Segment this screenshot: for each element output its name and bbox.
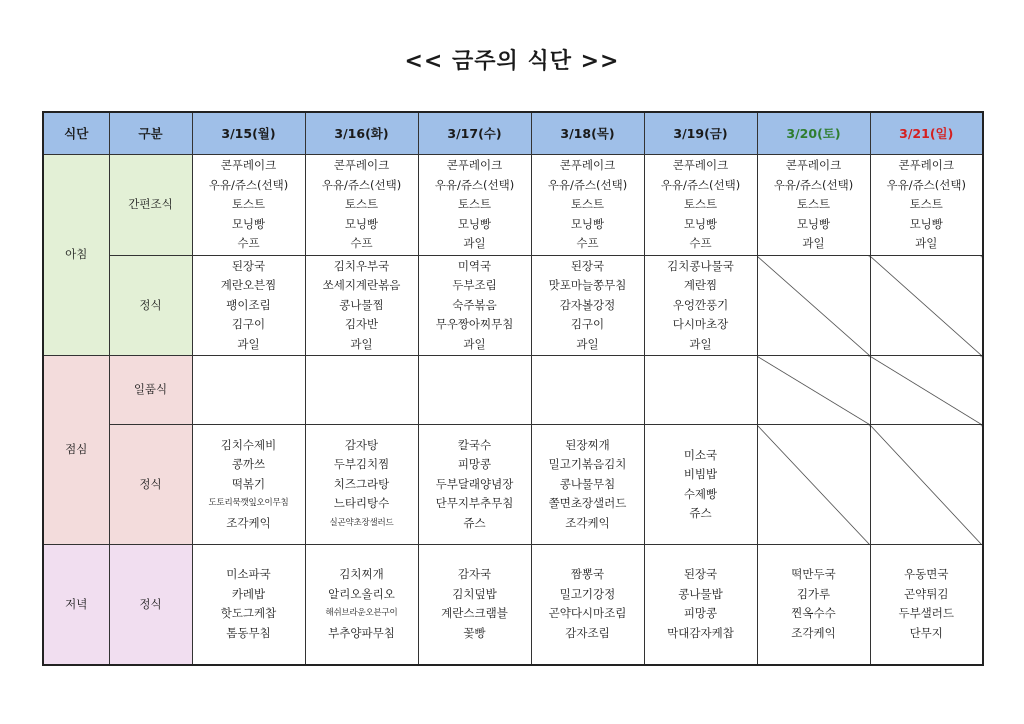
menu-item: 된장국: [570, 258, 605, 273]
menu-item: 콘푸레이크: [446, 158, 503, 173]
menu-item: 수프: [350, 236, 373, 251]
menu-item: 토스트: [683, 197, 718, 212]
type-column-header: 구분: [109, 112, 192, 155]
menu-item: 무우짱아찌무침: [435, 317, 514, 332]
menu-item: 된장찌개: [565, 437, 610, 452]
menu-item: 콩나물밥: [678, 586, 723, 601]
empty-cell: [418, 356, 531, 425]
menu-item: 쥬스: [463, 515, 486, 530]
menu-cell: [531, 545, 644, 665]
meal-column-header: 식단: [43, 112, 109, 155]
menu-item: 조각케익: [226, 515, 271, 530]
menu-item: 과일: [350, 336, 373, 351]
menu-item: 김치콩나물국: [667, 258, 734, 273]
type-label-simple-breakfast: 간편조식: [109, 155, 192, 256]
menu-item: 콘푸레이크: [672, 158, 729, 173]
lunch-set-row: [43, 425, 983, 545]
menu-item: 모닝빵: [683, 216, 718, 231]
type-label-set-meal: 정식: [109, 545, 192, 665]
menu-item: 곤약튀김: [904, 586, 949, 601]
menu-item: 톰동무침: [226, 625, 271, 640]
menu-item: 김치덮밥: [452, 586, 497, 601]
weekly-menu-table: [42, 111, 984, 666]
menu-item: 도토리묵깻잎오이무침: [208, 498, 289, 509]
menu-item: 수프: [689, 236, 712, 251]
menu-item: 해쉬브라운오븐구이: [325, 608, 398, 619]
menu-cell: [192, 545, 305, 665]
menu-item: 미소국: [683, 447, 718, 462]
menu-item: 밀고기볶음김치: [548, 457, 627, 472]
menu-item: 콩나물찜: [339, 297, 384, 312]
type-label-set-meal: 정식: [109, 256, 192, 356]
menu-item: 과일: [689, 336, 712, 351]
menu-item: 우유/쥬스(선택): [434, 177, 515, 192]
menu-item: 수제빵: [683, 486, 718, 501]
menu-cell: [644, 155, 757, 256]
menu-item: 토스트: [457, 197, 492, 212]
menu-item: 단무지: [909, 625, 943, 640]
day-header-thu: 3/18(목): [531, 112, 644, 155]
menu-item: 조각케익: [791, 625, 836, 640]
menu-item: 된장국: [231, 258, 266, 273]
menu-item: 숙주볶음: [452, 297, 497, 312]
empty-cell: [305, 356, 418, 425]
menu-item: 핫도그케찹: [220, 606, 277, 621]
meal-label-breakfast: 아침: [43, 155, 109, 356]
type-label-set-meal: 정식: [109, 425, 192, 545]
empty-cell-slashed: [757, 356, 870, 425]
menu-cell: [305, 545, 418, 665]
menu-cell: [418, 425, 531, 545]
menu-item: 콘푸레이크: [333, 158, 390, 173]
menu-cell: [870, 545, 983, 665]
menu-item: 우유/쥬스(선택): [321, 177, 402, 192]
menu-item: 감자볼강정: [559, 297, 616, 312]
menu-item: 두부김치찜: [333, 457, 390, 472]
menu-cell: [531, 256, 644, 356]
meal-label-dinner: 저녁: [43, 545, 109, 665]
menu-item: 과일: [802, 236, 825, 251]
menu-cell: [192, 425, 305, 545]
menu-item: 미소파국: [226, 567, 271, 582]
menu-item: 느타리탕수: [333, 496, 390, 511]
header-row: [43, 112, 983, 155]
menu-item: 우유/쥬스(선택): [547, 177, 628, 192]
menu-item: 콘푸레이크: [220, 158, 277, 173]
menu-item: 두부조림: [452, 278, 497, 293]
type-label-single-dish: 일품식: [109, 356, 192, 425]
menu-item: 김자반: [344, 317, 379, 332]
menu-item: 맛포마늘쫑무침: [548, 278, 627, 293]
menu-item: 단무지부추무침: [435, 496, 514, 511]
empty-cell: [644, 356, 757, 425]
menu-item: 토스트: [909, 197, 943, 212]
menu-cell: [870, 155, 983, 256]
menu-item: 수프: [237, 236, 260, 251]
menu-item: 알리오올리오: [328, 586, 395, 601]
menu-item: 계란찜: [683, 278, 718, 293]
menu-item: 막대감자케찹: [667, 625, 734, 640]
empty-cell: [192, 356, 305, 425]
menu-cell: [418, 155, 531, 256]
menu-item: 떡볶기: [231, 476, 266, 491]
dinner-set-row: [43, 545, 983, 665]
menu-item: 우동면국: [904, 567, 949, 582]
menu-item: 과일: [237, 336, 260, 351]
menu-item: 짬뽕국: [570, 567, 605, 582]
day-header-wed: 3/17(수): [418, 112, 531, 155]
day-header-fri: 3/19(금): [644, 112, 757, 155]
menu-item: 감자탕: [344, 437, 379, 452]
menu-item: 감자국: [457, 567, 492, 582]
menu-item: 떡만두국: [791, 567, 836, 582]
day-header-sun: 3/21(일): [870, 112, 983, 155]
day-header-sat: 3/20(토): [757, 112, 870, 155]
day-header-tue: 3/16(화): [305, 112, 418, 155]
menu-item: 쥬스: [689, 506, 712, 520]
menu-item: 꽃빵: [463, 625, 486, 640]
menu-cell: [192, 256, 305, 356]
menu-item: 우유/쥬스(선택): [660, 177, 741, 192]
menu-cell: [305, 425, 418, 545]
menu-item: 두부달래양념장: [435, 476, 514, 491]
empty-cell-slashed: [870, 356, 983, 425]
menu-item: 우유/쥬스(선택): [208, 177, 289, 192]
empty-cell-slashed: [757, 425, 870, 545]
menu-item: 피망콩: [683, 606, 718, 621]
menu-item: 부추양파무침: [328, 625, 395, 640]
menu-cell: [644, 545, 757, 665]
menu-item: 과일: [463, 236, 486, 251]
breakfast-set-row: [43, 256, 983, 356]
menu-item: 곤약다시마조림: [548, 606, 627, 621]
menu-item: 김치찌개: [339, 567, 384, 582]
menu-item: 김가루: [796, 586, 831, 601]
menu-item: 쏘세지계란볶음: [322, 278, 401, 293]
menu-item: 토스트: [796, 197, 831, 212]
lunch-single-row: [43, 356, 983, 425]
menu-item: 우유/쥬스(선택): [886, 177, 966, 192]
page-title: << 금주의 식단 >>: [404, 49, 620, 74]
menu-item: 토스트: [344, 197, 379, 212]
breakfast-simple-row: [43, 155, 983, 256]
menu-item: 수프: [576, 236, 599, 251]
menu-item: 모닝빵: [796, 216, 831, 231]
menu-item: 콘푸레이크: [559, 158, 616, 173]
menu-item: 모닝빵: [570, 216, 605, 231]
empty-cell-slashed: [870, 425, 983, 545]
menu-item: 다시마초장: [672, 317, 729, 332]
menu-item: 모닝빵: [344, 216, 379, 231]
menu-item: 쫄면초장샐러드: [548, 496, 627, 511]
menu-cell: [644, 425, 757, 545]
empty-cell-slashed: [870, 256, 983, 356]
menu-item: 과일: [463, 336, 486, 351]
menu-item: 칼국수: [457, 437, 492, 452]
menu-item: 우엉깐풍기: [672, 297, 729, 312]
menu-item: 계란스크램블: [441, 606, 508, 621]
menu-cell: [305, 155, 418, 256]
menu-item: 모닝빵: [909, 216, 943, 231]
menu-cell: [418, 256, 531, 356]
menu-item: 콘푸레이크: [785, 158, 842, 173]
menu-item: 비빔밥: [683, 467, 718, 481]
day-header-mon: 3/15(월): [192, 112, 305, 155]
menu-item: 김치수제비: [220, 437, 277, 452]
menu-item: 과일: [576, 336, 599, 351]
menu-item: 피망콩: [457, 457, 492, 472]
menu-item: 모닝빵: [231, 216, 266, 231]
menu-item: 모닝빵: [457, 216, 492, 231]
menu-item: 두부샐러드: [898, 606, 955, 621]
menu-item: 팽이조림: [226, 297, 271, 312]
menu-cell: [644, 256, 757, 356]
menu-item: 콘푸레이크: [898, 158, 955, 173]
menu-item: 콩까쓰: [231, 457, 266, 472]
menu-item: 감자조림: [565, 625, 610, 640]
menu-item: 계란오븐찜: [220, 278, 277, 293]
menu-item: 실곤약초장샐러드: [329, 517, 394, 528]
empty-cell: [531, 356, 644, 425]
menu-item: 콩나물무침: [559, 476, 616, 491]
menu-cell: [418, 545, 531, 665]
menu-cell: [305, 256, 418, 356]
menu-cell: [757, 545, 870, 665]
menu-item: 치즈그라탕: [333, 476, 390, 491]
menu-item: 김치우부국: [333, 258, 390, 273]
menu-cell: [192, 155, 305, 256]
menu-item: 조각케익: [565, 515, 610, 530]
menu-item: 과일: [915, 236, 938, 251]
menu-item: 토스트: [570, 197, 605, 212]
menu-item: 찐옥수수: [791, 606, 836, 621]
menu-item: 미역국: [457, 258, 492, 273]
menu-item: 밀고기강정: [559, 586, 616, 601]
menu-cell: [531, 155, 644, 256]
menu-item: 된장국: [683, 567, 718, 582]
menu-cell: [757, 155, 870, 256]
menu-cell: [531, 425, 644, 545]
menu-item: 우유/쥬스(선택): [773, 177, 854, 192]
menu-item: 김구이: [570, 317, 605, 332]
menu-item: 김구이: [231, 317, 266, 332]
menu-item: 토스트: [231, 197, 266, 212]
meal-label-lunch: 점심: [43, 356, 109, 545]
menu-item: 카레밥: [231, 586, 266, 601]
empty-cell-slashed: [757, 256, 870, 356]
